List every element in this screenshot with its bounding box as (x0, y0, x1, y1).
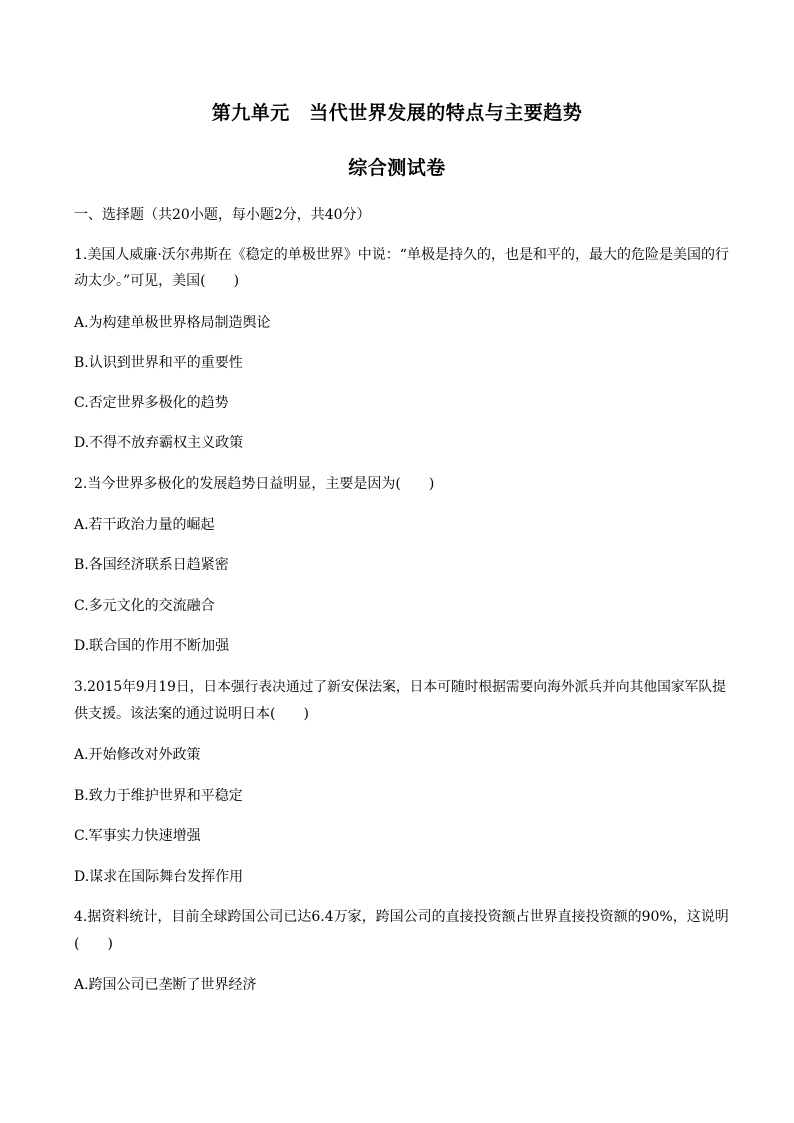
question-3-option-a: A.开始修改对外政策 (74, 747, 201, 763)
question-2-stem: 2.当今世界多极化的发展趋势日益明显，主要是因为( ) (74, 476, 435, 492)
question-2-option-c: C.多元文化的交流融合 (74, 598, 215, 614)
question-3-option-c: C.军事实力快速增强 (74, 828, 201, 844)
question-3-option-b: B.致力于维护世界和平稳定 (74, 788, 243, 804)
page-title: 第九单元 当代世界发展的特点与主要趋势 (211, 102, 583, 124)
question-1-option-a: A.为构建单极世界格局制造舆论 (74, 315, 271, 331)
question-4-option-a: A.跨国公司已垄断了世界经济 (74, 977, 257, 993)
question-3-option-d: D.谋求在国际舞台发挥作用 (74, 869, 244, 885)
question-1-option-c: C.否定世界多极化的趋势 (74, 395, 229, 411)
question-1-option-d: D.不得不放弃霸权主义政策 (74, 435, 244, 451)
page-subtitle: 综合测试卷 (348, 157, 446, 179)
question-3-stem-line-1: 3.2015年9月19日，日本强行表决通过了新安保法案，日本可随时根据需要向海外派兵并向其他国家军队提 (74, 679, 726, 695)
question-3-stem-line-2: 供支援。该法案的通过说明日本( ) (74, 706, 309, 722)
question-1-stem-line-2: 动太少。”可见，美国( ) (74, 273, 240, 289)
question-2-option-d: D.联合国的作用不断加强 (74, 638, 230, 654)
section-heading: 一、选择题（共20小题，每小题2分，共40分） (74, 207, 371, 223)
question-1-option-b: B.认识到世界和平的重要性 (74, 355, 243, 371)
question-2-option-b: B.各国经济联系日趋紧密 (74, 557, 229, 573)
question-4-stem-line-2: ( ) (74, 936, 113, 952)
question-2-option-a: A.若干政治力量的崛起 (74, 517, 215, 533)
question-4-stem-line-1: 4.据资料统计，目前全球跨国公司已达6.4万家，跨国公司的直接投资额占世界直接投资额的90%，这说明 (74, 909, 729, 925)
question-1-stem-line-1: 1.美国人威廉·沃尔弗斯在《稳定的单极世界》中说：“单极是持久的，也是和平的，最大的危险是美国的行 (74, 247, 729, 263)
